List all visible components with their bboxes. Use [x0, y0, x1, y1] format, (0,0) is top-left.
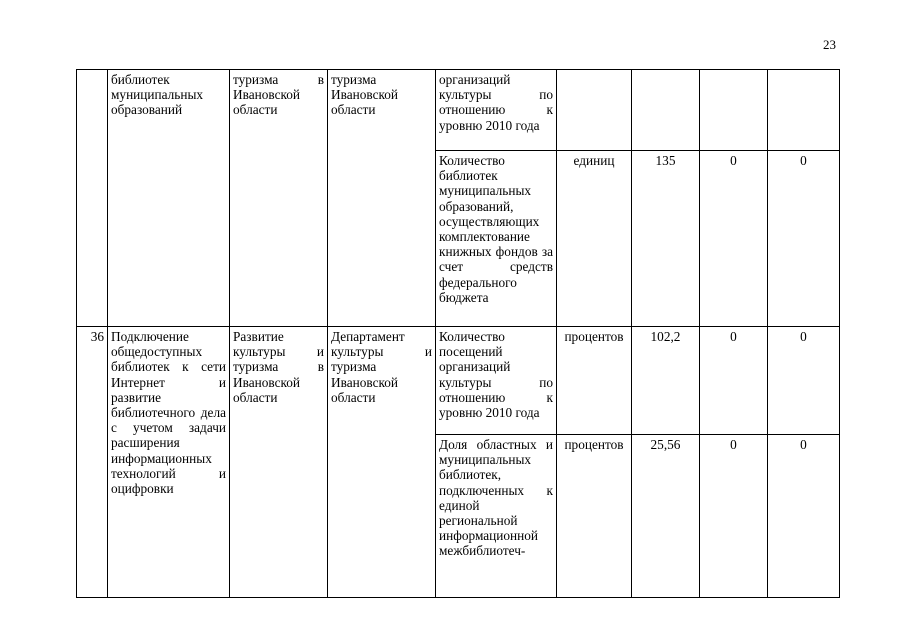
value-3-cell: 0 [768, 435, 840, 598]
value-2-cell [700, 70, 768, 151]
program-cell: туризма в Ивановской области [230, 70, 328, 327]
unit-cell: процентов [557, 327, 632, 435]
indicator-name-cell: Количество библиотек муниципальных образований, осуществляющих комплектование книжных фондов за счет средств федерального бюджета [436, 151, 557, 327]
value-3-cell: 0 [768, 151, 840, 327]
executor-cell: Департамент культуры и туризма Ивановской области [328, 327, 436, 598]
program-cell: Развитие культуры и туризма в Ивановской области [230, 327, 328, 598]
page-number: 23 [823, 37, 836, 52]
indicator-name-cell: Количество посещений организаций культуры по отношению к уровню 2010 года [436, 327, 557, 435]
unit-cell: единиц [557, 151, 632, 327]
event-cell: библиотек муниципальных образований [108, 70, 230, 327]
table-row [77, 327, 840, 435]
value-2-cell: 0 [700, 435, 768, 598]
row-number: 36 [77, 327, 108, 598]
value-3-cell [768, 70, 840, 151]
value-1-cell: 25,56 [632, 435, 700, 598]
unit-cell [557, 70, 632, 151]
value-2-cell: 0 [700, 151, 768, 327]
indicator-name-cell: Доля областных и муниципальных библиотек, подключенных к единой региональной информационной межбиблиотеч- [436, 435, 557, 598]
unit-cell: процентов [557, 435, 632, 598]
value-1-cell: 135 [632, 151, 700, 327]
event-cell: Подключение общедоступных библиотек к сети Интернет и развитие библиотечного дела с учетом задачи расширения информационных технологий и оцифровки [108, 327, 230, 598]
indicator-name-cell: организаций культуры по отношению к уровню 2010 года [436, 70, 557, 151]
value-1-cell [632, 70, 700, 151]
table-row [77, 70, 840, 151]
data-table [76, 69, 840, 598]
value-2-cell: 0 [700, 327, 768, 435]
executor-cell: туризма Ивановской области [328, 70, 436, 327]
value-1-cell: 102,2 [632, 327, 700, 435]
row-number [77, 70, 108, 327]
value-3-cell: 0 [768, 327, 840, 435]
